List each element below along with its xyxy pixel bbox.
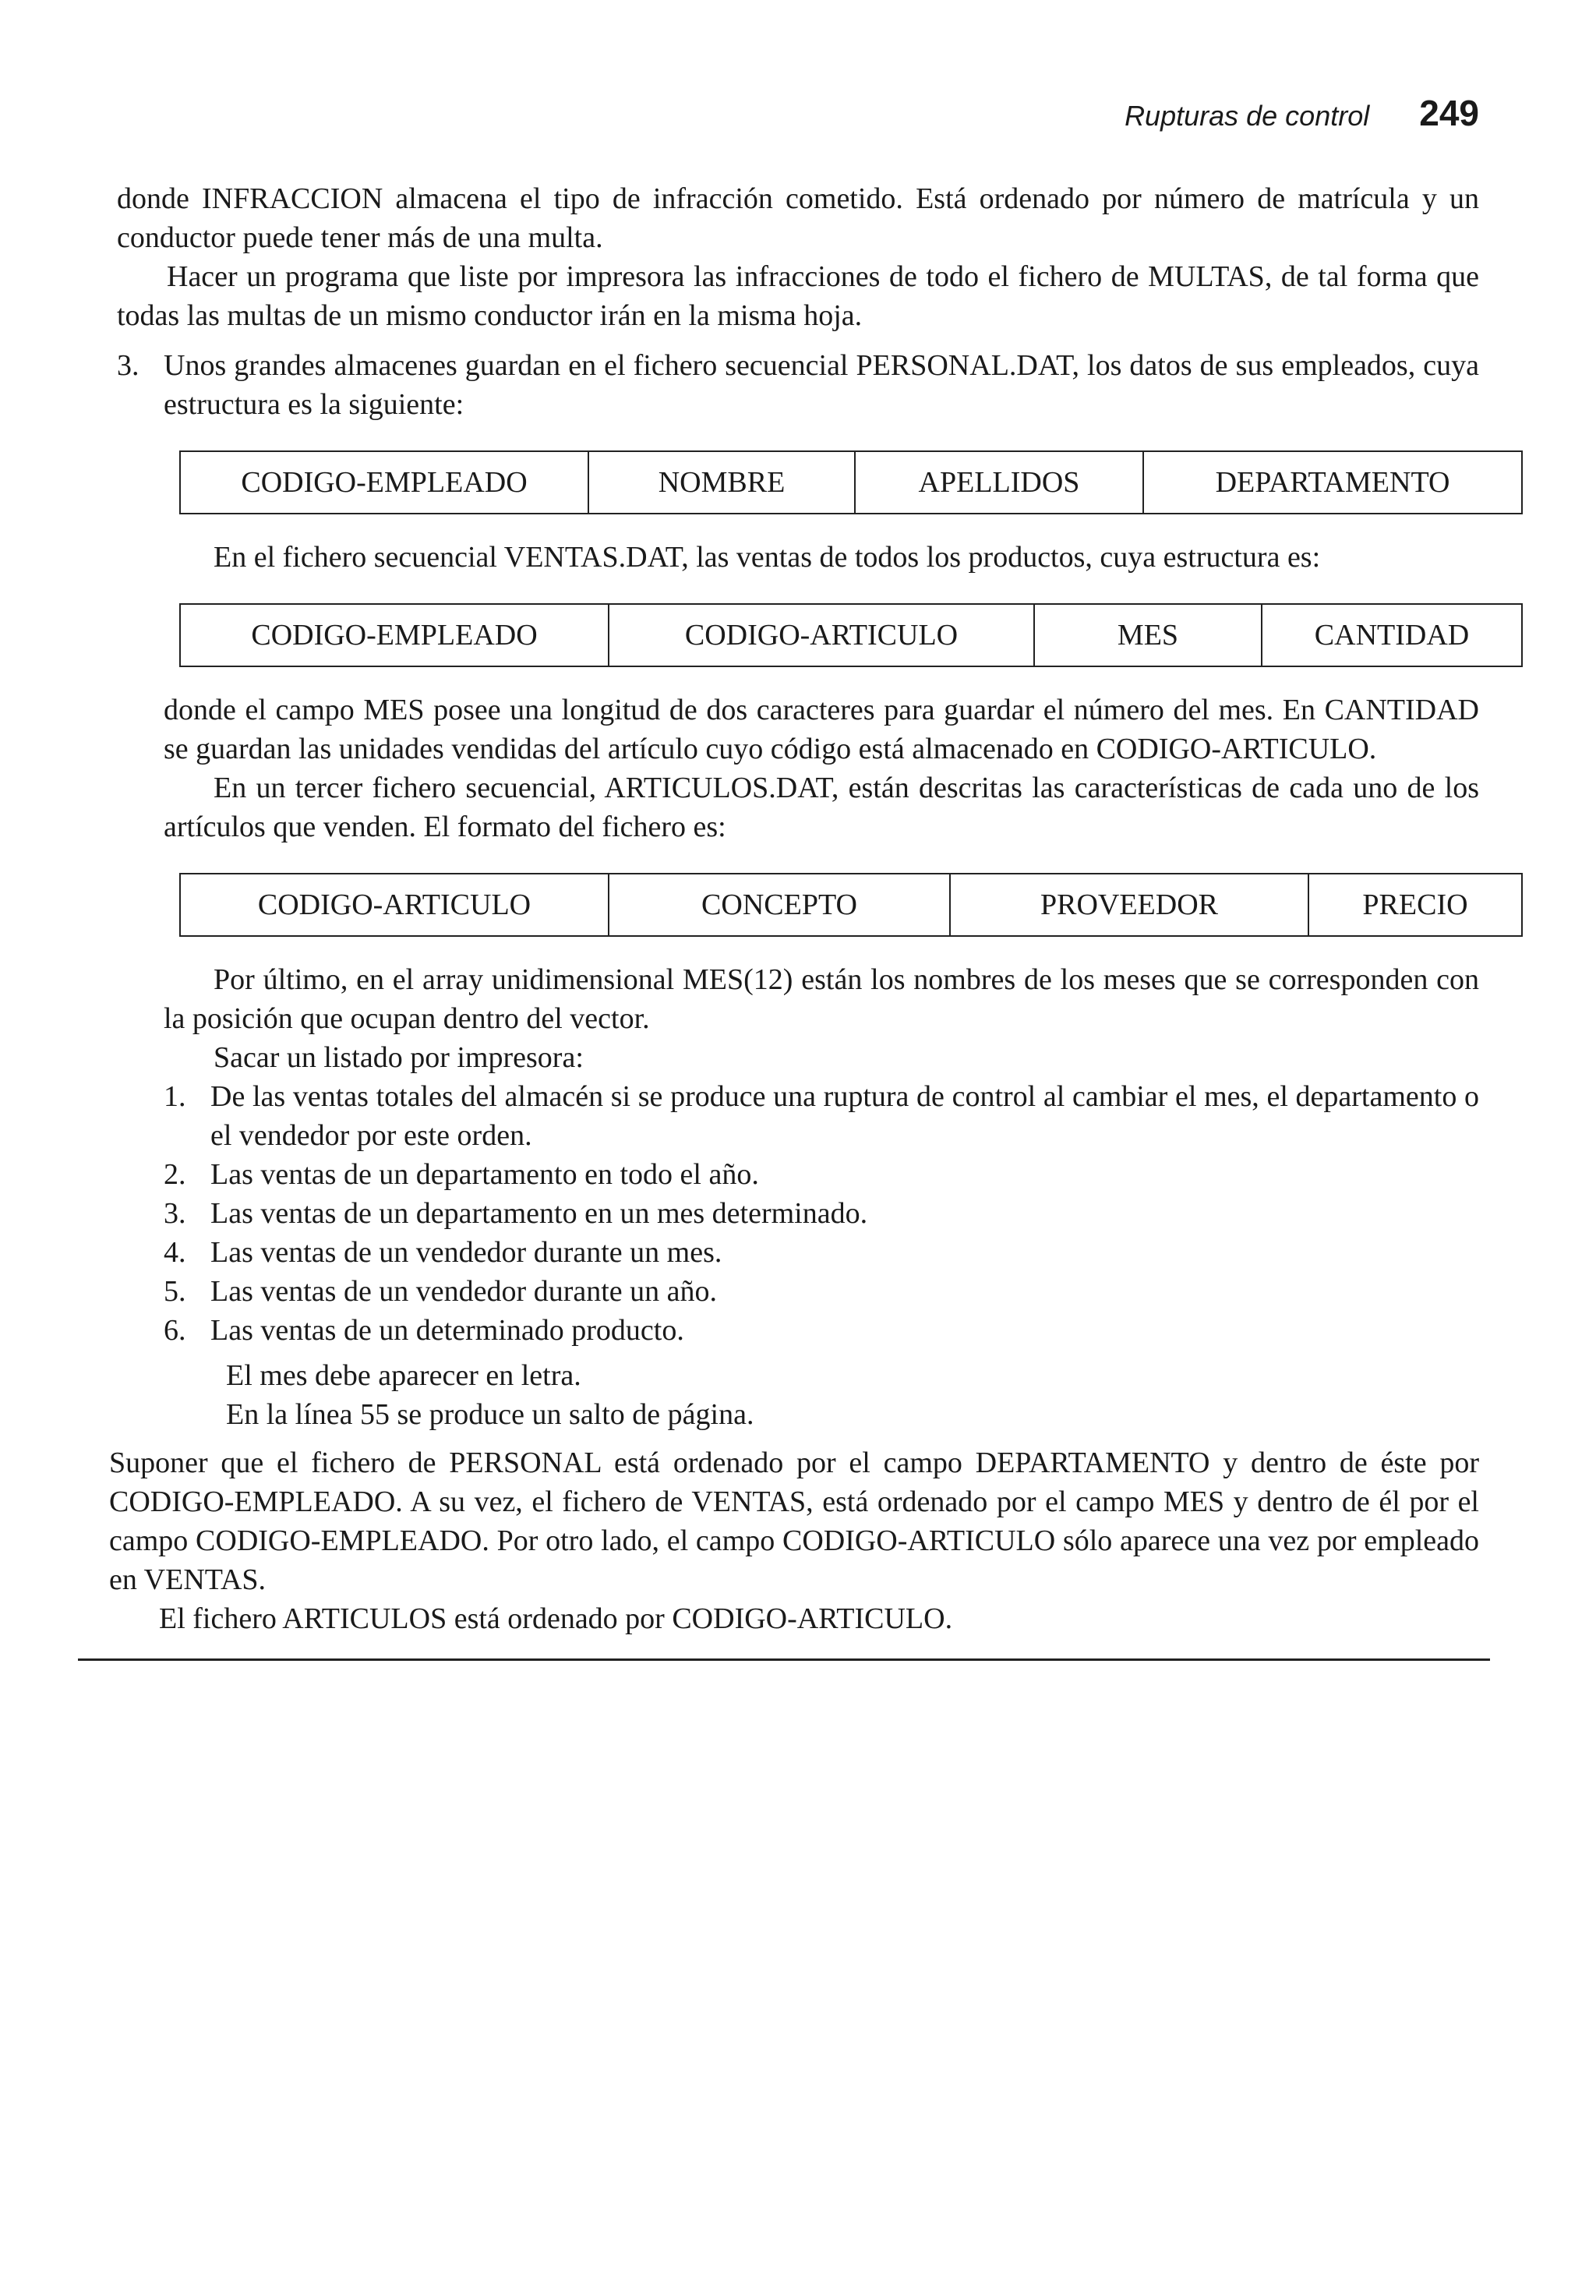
list-number: 1.: [164, 1080, 186, 1113]
personal-record-layout: [179, 450, 1523, 514]
field-cell: CODIGO-ARTICULO: [609, 605, 1035, 666]
note-month-letter: El mes debe aparecer en letra.: [226, 1359, 581, 1392]
field-cell: CONCEPTO: [609, 874, 951, 935]
field-cell: CODIGO-EMPLEADO: [181, 452, 589, 513]
ventas-intro: En el fichero secuencial VENTAS.DAT, las ventas de todos los productos, cuya estructura es:: [214, 541, 1321, 574]
list-item: [164, 1155, 1479, 1194]
listing-requirements: [164, 1077, 1479, 1350]
list-number: 2.: [164, 1158, 186, 1191]
field-cell: MES: [1035, 605, 1262, 666]
list-number: 5.: [164, 1275, 186, 1308]
field-cell: DEPARTAMENTO: [1215, 466, 1450, 499]
note-page-break: En la línea 55 se produce un salto de página.: [226, 1398, 754, 1431]
field-cell: CANTIDAD: [1314, 619, 1470, 652]
field-cell: PROVEEDOR: [951, 874, 1309, 935]
list-number: 3.: [164, 1197, 186, 1230]
exercise-3-text: Unos grandes almacenes guardan en el fichero secuencial PERSONAL.DAT, los datos de sus empleados, cuya estructura es la siguiente:: [164, 349, 1479, 421]
articulos-intro: En un tercer fichero secuencial, ARTICULOS.DAT, están descritas las características de cada uno de los artículos que venden. El formato del fichero es:: [164, 772, 1479, 843]
list-number: 4.: [164, 1236, 186, 1269]
intro-paragraph-1: donde INFRACCION almacena el tipo de infracción cometido. Está ordenado por número de matrícula y un conductor puede tener más de una multa.: [117, 182, 1479, 254]
list-text: Las ventas de un vendedor durante un mes.: [210, 1236, 722, 1269]
field-cell: CODIGO-ARTICULO: [181, 874, 609, 935]
running-head-title: Rupturas de control: [1125, 100, 1370, 132]
page-number: 249: [1419, 93, 1479, 133]
closing-paragraph-2: El fichero ARTICULOS está ordenado por CODIGO-ARTICULO.: [159, 1602, 953, 1635]
intro-paragraph-2: Hacer un programa que liste por impresora las infracciones de todo el fichero de MULTAS, de tal forma que todas las multas de un mismo conductor irán en la misma hoja.: [117, 260, 1479, 332]
list-item: [164, 1077, 1479, 1155]
articulos-record-layout: [179, 873, 1523, 937]
listing-intro: Sacar un listado por impresora:: [214, 1041, 584, 1074]
list-item: [164, 1272, 1479, 1311]
ventas-note: donde el campo MES posee una longitud de dos caracteres para guardar el número del mes. En CANTIDAD se guardan las unidades vendidas del artículo cuyo código está almacenado en CODIGO-ARTICULO.: [164, 694, 1479, 765]
field-cell: CODIGO-EMPLEADO: [181, 605, 609, 666]
list-item: [164, 1194, 1479, 1233]
list-text: Las ventas de un departamento en un mes determinado.: [210, 1197, 868, 1230]
field-cell: PRECIO: [1362, 888, 1468, 921]
ventas-record-layout: [179, 603, 1523, 667]
list-item: [164, 1233, 1479, 1272]
field-cell: APELLIDOS: [856, 452, 1144, 513]
list-text: Las ventas de un departamento en todo el año.: [210, 1158, 759, 1191]
field-cell: NOMBRE: [589, 452, 856, 513]
closing-paragraph-1: Suponer que el fichero de PERSONAL está ordenado por el campo DEPARTAMENTO y dentro de éste por CODIGO-EMPLEADO. A su vez, el fichero de VENTAS, está ordenado por el campo MES y dentro de él por el campo CODIGO-EMPLEADO. Por otro lado, el campo CODIGO-ARTICULO sólo aparece una vez por empleado en VENTAS.: [109, 1446, 1479, 1596]
bottom-rule: [78, 1658, 1490, 1661]
list-text: De las ventas totales del almacén si se produce una ruptura de control al cambiar el mes, el departamento o el vendedor por este orden.: [210, 1080, 1479, 1152]
list-item: [164, 1311, 1479, 1350]
exercise-3: [117, 346, 1479, 424]
list-text: Las ventas de un vendedor durante un año.: [210, 1275, 718, 1308]
running-head: [117, 94, 1479, 136]
array-text: Por último, en el array unidimensional MES(12) están los nombres de los meses que se corresponden con la posición que ocupan dentro del vector.: [164, 963, 1479, 1035]
list-text: Las ventas de un determinado producto.: [210, 1314, 684, 1347]
list-number: 6.: [164, 1314, 186, 1347]
exercise-number: 3.: [117, 349, 139, 382]
